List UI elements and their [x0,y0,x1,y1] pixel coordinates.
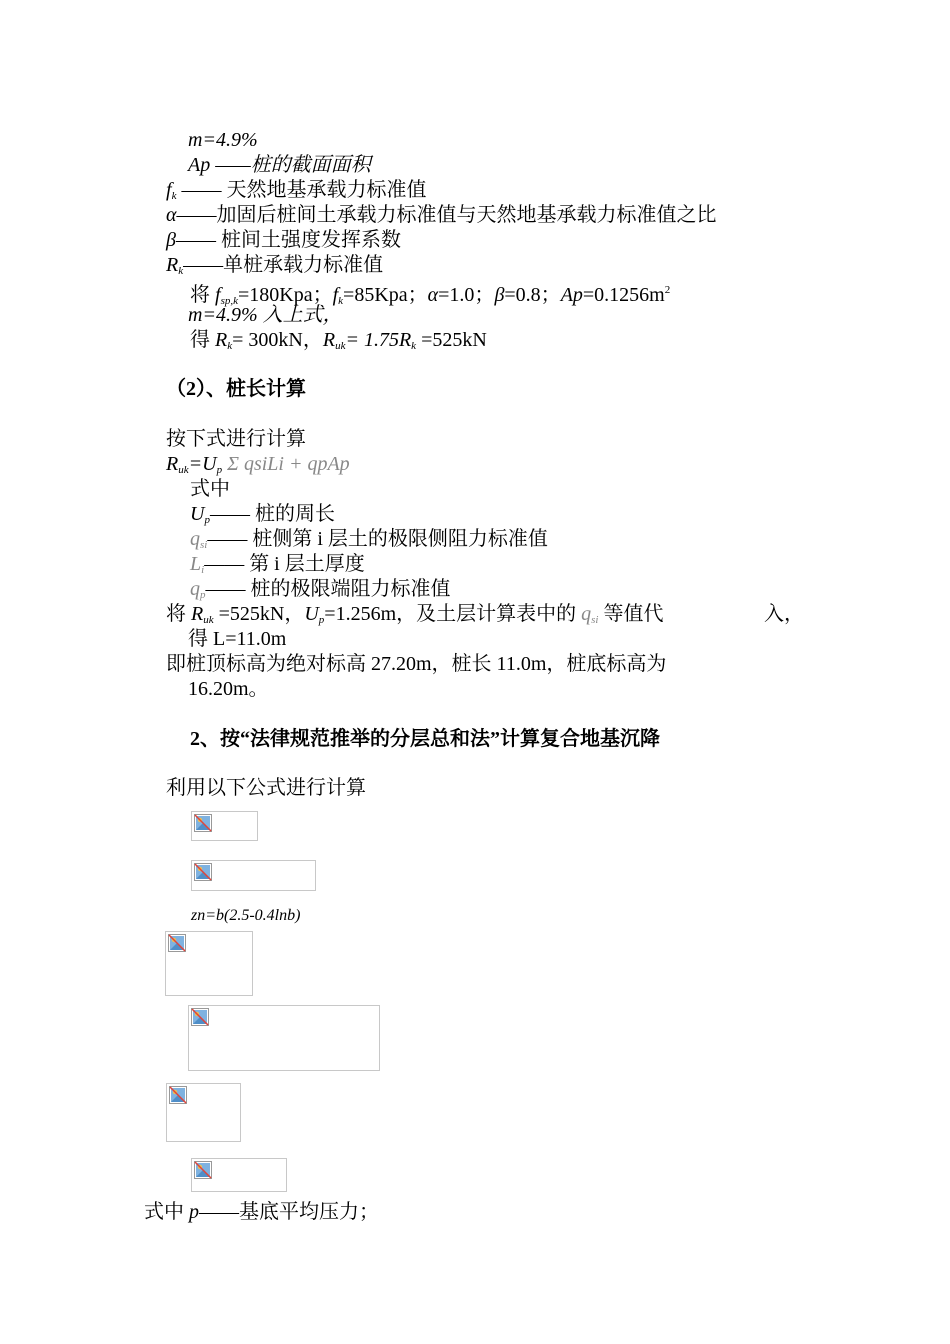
where-label: 式中 [190,478,230,500]
substitution-m-line [188,303,343,328]
formula-image-3 [165,931,253,996]
si-subscript: si [200,539,208,551]
subst-alpha-value: =1.0； [438,284,495,306]
uk-subscript: uk [203,614,214,626]
alpha-definition [166,203,717,228]
ap-symbol: Ap [560,284,583,306]
formula-image-1 [191,811,258,841]
alpha-symbol: α [427,284,439,306]
alpha-def-text: ——加固后桩间土承载力标准值与天然地基承载力标准值之比 [176,204,717,226]
formula-image-6 [191,1158,287,1192]
r-symbol: R [191,603,204,625]
formula-image-5 [166,1083,241,1142]
fk-def-text: —— 天然地基承载力标准值 [181,179,427,201]
broken-image-icon [194,814,212,832]
formula-head: =U [188,453,217,475]
heading-settlement: 2、按“法律规范推举的分层总和法”计算复合地基沉降 [190,728,660,750]
r-symbol: R [215,329,228,351]
broken-image-icon [194,1161,212,1179]
subst-fk-value: =85Kpa； [343,284,428,306]
k-subscript: k [227,340,233,352]
q-symbol: q [190,578,200,600]
subst-fspk-value: =180Kpa； [237,284,333,306]
rk-result: = 300kN， [232,329,323,351]
k-subscript: k [338,295,344,307]
up-value: =1.256m，及土层计算表中的 [324,603,577,625]
k-subscript: k [171,190,177,202]
k-subscript: k [411,340,417,352]
p-subscript: p [318,614,325,626]
result-line [190,328,487,359]
m-value: m=4.9% [188,129,258,151]
r-symbol: R [322,329,336,351]
r-symbol: R [398,329,412,351]
broken-image-icon [168,934,186,952]
ruk-result: =525kN [416,329,487,351]
li-def-text: —— 第 i 层土厚度 [204,553,365,575]
formula-image-4 [188,1005,380,1071]
beta-def-text: —— 桩间土强度发挥系数 [175,229,401,251]
uk-subscript: uk [335,340,346,352]
qsi-def-text: —— 桩侧第 i 层土的极限侧阻力标准值 [207,528,548,550]
up-def-text: —— 桩的周长 [209,503,335,525]
squared-superscript: 2 [664,284,671,296]
beta-symbol: β [494,284,505,306]
k-subscript: k [178,265,184,277]
ap-definition [188,153,371,178]
subst-beta-value: =0.8； [504,284,561,306]
equal-substitute-text: 等值代 [603,603,664,625]
si-subscript: si [591,614,599,626]
f-symbol: f [166,179,172,201]
subst-ap-value: =0.1256m [582,284,665,306]
p-subscript: p [200,589,206,601]
beta-symbol: β [166,229,176,251]
u-symbol: U [304,603,319,625]
ruk-factor: = 1.75 [345,329,399,351]
ruk-value: =525kN， [213,603,305,625]
jiang-text: 将 [166,603,191,625]
broken-image-icon [191,1008,209,1026]
summary-line-1: 即桩顶标高为绝对标高 27.20m，桩长 11.0m，桩底标高为 [166,653,667,675]
formula-tail: Σ qsiLi + qpAp [222,453,350,475]
q-symbol: q [581,603,592,625]
subst-m-text: m=4.9% 入上式， [188,304,343,326]
zn-formula: zn=b(2.5-0.4lnb) [191,907,301,924]
l-symbol: L [190,553,202,575]
broken-image-icon [194,863,212,881]
f-symbol: f [332,284,339,306]
i-subscript: i [201,564,205,576]
m-value-line [188,128,258,153]
beta-definition [166,228,401,253]
broken-image-icon [169,1086,187,1104]
r-symbol: R [166,254,179,276]
p-subscript: p [216,464,223,476]
f-symbol: f [215,284,221,306]
calc-intro: 按下式进行计算 [166,428,306,450]
rk-def-text: ——单桩承载力标准值 [183,254,384,276]
jiang-text: 将 [190,284,215,306]
fspk-subscript: sp,k [220,295,238,307]
heading-pile-length: （2）、桩长计算 [166,378,306,400]
result2-line: 得 L=11.0m [188,628,287,650]
q-symbol: q [190,528,200,550]
alpha-symbol: α [166,204,177,226]
uk-subscript: uk [178,464,189,476]
p-subscript: p [204,514,210,526]
p-definition [144,1200,379,1225]
substitution2-tail: 入， [764,603,804,625]
formula-image-2 [191,860,316,891]
p-symbol: p [189,1201,199,1223]
qp-def-text: —— 桩的极限端阻力标准值 [205,578,451,600]
de-text: 得 [190,329,215,351]
settlement-intro: 利用以下公式进行计算 [166,777,366,799]
r-symbol: R [166,453,179,475]
u-symbol: U [190,503,205,525]
p-def-text: ——基底平均压力； [199,1201,379,1223]
ap-def-text: Ap ——桩的截面面积 [188,154,371,176]
summary-line-2: 16.20m。 [188,678,269,700]
where-text: 式中 [144,1201,189,1223]
